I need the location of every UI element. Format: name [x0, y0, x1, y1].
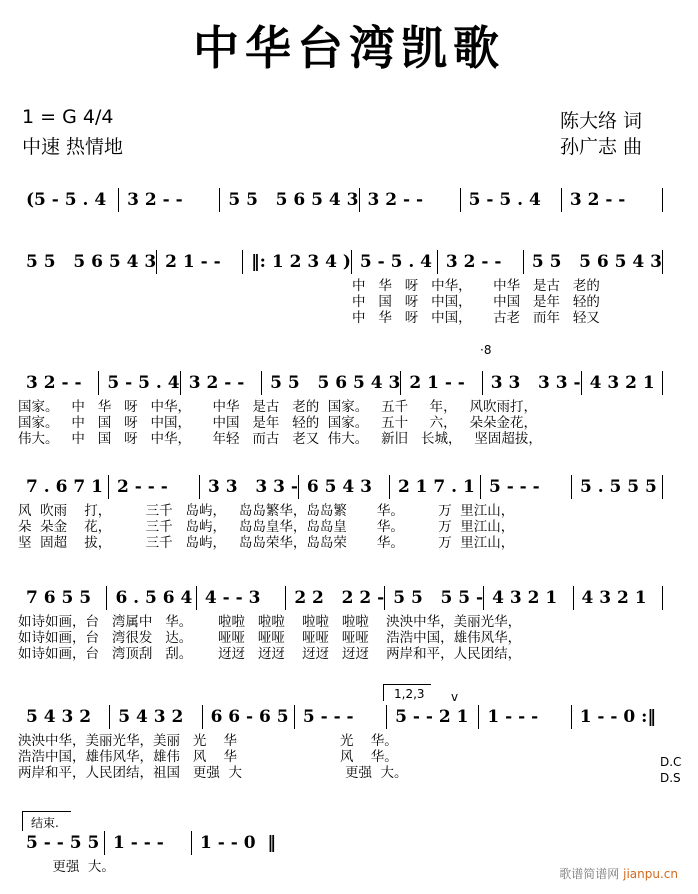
- measure: 3 2 - -: [562, 188, 663, 212]
- measure: 6 6 - 6 5: [203, 705, 295, 729]
- lyric-line-verse-3: 伟大。 中 国 呀 中华， 年轻 而古 老又 伟大。 新旧 长城， 坚固超拔，: [18, 431, 542, 447]
- measure: 2 1 - -: [401, 371, 482, 395]
- staff-row: [18, 705, 663, 729]
- lyric-line-verse-1: 更强 大。: [18, 859, 115, 875]
- measure: 5 4 3 2: [110, 705, 202, 729]
- song-title: 中华台湾凯歌: [193, 21, 505, 75]
- lyric-line-verse-2: 中 国 呀 中国， 中国 是年 轻的: [352, 294, 600, 310]
- measure: 4 - - 3: [197, 586, 286, 610]
- measure: 3 2 - -: [119, 188, 220, 212]
- measure: 7 6 5 5: [18, 586, 107, 610]
- measure: 5 5 5 6 5 4 3: [18, 250, 157, 274]
- measure: 2 - - -: [109, 475, 200, 499]
- measure: 5 5 5 6 5 4 3: [524, 250, 663, 274]
- measure: 3 2 - -: [438, 250, 524, 274]
- watermark: [559, 865, 678, 882]
- measure: 1 - - -: [479, 705, 571, 729]
- lyric-line-verse-1: 中 华 呀 中华， 中华 是古 老的: [352, 278, 600, 294]
- staff-row: [18, 371, 663, 395]
- staff-row: [18, 831, 278, 855]
- staff-row: [18, 250, 663, 274]
- lyric-line-verse-3: 两岸和平，人民团结，祖国 更强 大 更强 大。: [18, 765, 408, 781]
- measure: 5 4 3 2: [18, 705, 110, 729]
- watermark-site: jianpu.cn: [623, 867, 678, 881]
- lyric-line-verse-2: 如诗如画，台 湾很发 达。 哑哑 哑哑 哑哑 哑哑 浩浩中国，雄伟风华，: [18, 630, 522, 646]
- measure: 5 5 5 5 -: [385, 586, 484, 610]
- measure: 5 - - 5 5: [18, 831, 105, 855]
- measure: 5 - - -: [295, 705, 387, 729]
- lyric-line-verse-1: 泱泱中华，美丽光华，美丽 光 华 光 华。: [18, 733, 398, 749]
- staff-row: [18, 475, 663, 499]
- measure: 1 - - 0 ‖: [200, 833, 276, 853]
- measure: 3 2 - -: [18, 371, 99, 395]
- measure: 7 . 6 7 1: [18, 475, 109, 499]
- measure: 5 - 5 . 4: [461, 188, 562, 212]
- lyric-line-verse-3: 如诗如画，台 湾顶刮 刮。 迓迓 迓迓 迓迓 迓迓 两岸和平，人民团结，: [18, 646, 522, 662]
- measure: (5 - 5 . 4: [18, 188, 119, 212]
- lyric-line-verse-2: 浩浩中国，雄伟风华，雄伟 风 华 风 华。: [18, 749, 398, 765]
- measure: 4 3 2 1: [574, 586, 663, 610]
- segno-mark: ·8: [480, 343, 492, 357]
- breath-mark: v: [451, 690, 459, 704]
- measure: 5 - - 2 1: [387, 705, 479, 729]
- key-signature: 1 = G 4/4: [22, 106, 114, 128]
- measure: 2 1 - -: [157, 250, 243, 274]
- lyric-line-verse-1: 国家。 中 华 呀 中华， 中华 是古 老的 国家。 五千 年， 风吹雨打，: [18, 399, 537, 415]
- measure: 1 - - 0 :‖: [579, 707, 656, 727]
- lyric-line-verse-3: 中 华 呀 中国， 古老 而年 轻又: [352, 310, 600, 326]
- staff-row: [18, 188, 663, 212]
- measure: 4 3 2 1: [582, 371, 663, 395]
- tempo-marking: 中速 热情地: [22, 136, 124, 158]
- lyric-line-verse-3: 坚 固超 拔， 三千 岛屿， 岛岛荣华，岛岛荣 华。 万 里江山，: [18, 535, 515, 551]
- measure: 3 3 3 3 -: [200, 475, 299, 499]
- measure: 5 - 5 . 4: [352, 250, 438, 274]
- dc-mark: D.C: [660, 755, 682, 769]
- ds-mark: D.S: [660, 771, 681, 785]
- lyricist: 陈大络 词: [560, 110, 643, 132]
- measure: 5 . 5 5 5: [572, 475, 663, 499]
- lyric-line-verse-2: 国家。 中 国 呀 中国， 中国 是年 轻的 国家。 五十 六， 朵朵金花，: [18, 415, 537, 431]
- measure: ‖: 1 2 3 4 ): [243, 250, 352, 274]
- measure: 6 5 4 3: [299, 475, 390, 499]
- measure: 2 1 7 . 1: [390, 475, 481, 499]
- composer: 孙广志 曲: [560, 136, 643, 158]
- watermark-cn: 歌谱简谱网: [559, 867, 620, 881]
- ending-bracket: 结束.: [22, 811, 71, 831]
- measure: 6 . 5 6 4: [107, 586, 196, 610]
- measure: 4 3 2 1: [484, 586, 573, 610]
- measure: 5 5 5 6 5 4 3: [262, 371, 401, 395]
- measure: 5 5 5 6 5 4 3: [220, 188, 359, 212]
- lyric-line-verse-2: 朵 朵金 花， 三千 岛屿， 岛岛皇华，岛岛皇 华。 万 里江山，: [18, 519, 515, 535]
- volta-bracket: 1,2,3: [383, 684, 431, 701]
- lyric-line-verse-1: 如诗如画，台 湾属中 华。 啦啦 啦啦 啦啦 啦啦 泱泱中华，美丽光华，: [18, 614, 522, 630]
- measure: 5 - 5 . 4: [99, 371, 180, 395]
- lyric-line-verse-1: 风 吹雨 打， 三千 岛屿， 岛岛繁华，岛岛繁 华。 万 里江山，: [18, 503, 515, 519]
- measure: 2 2 2 2 -: [286, 586, 385, 610]
- measure: 5 - - -: [481, 475, 572, 499]
- staff-row: [18, 586, 663, 610]
- measure: 1 - - -: [105, 831, 192, 855]
- measure: 3 3 3 3 -: [483, 371, 582, 395]
- measure: 3 2 - -: [181, 371, 262, 395]
- measure: 3 2 - -: [360, 188, 461, 212]
